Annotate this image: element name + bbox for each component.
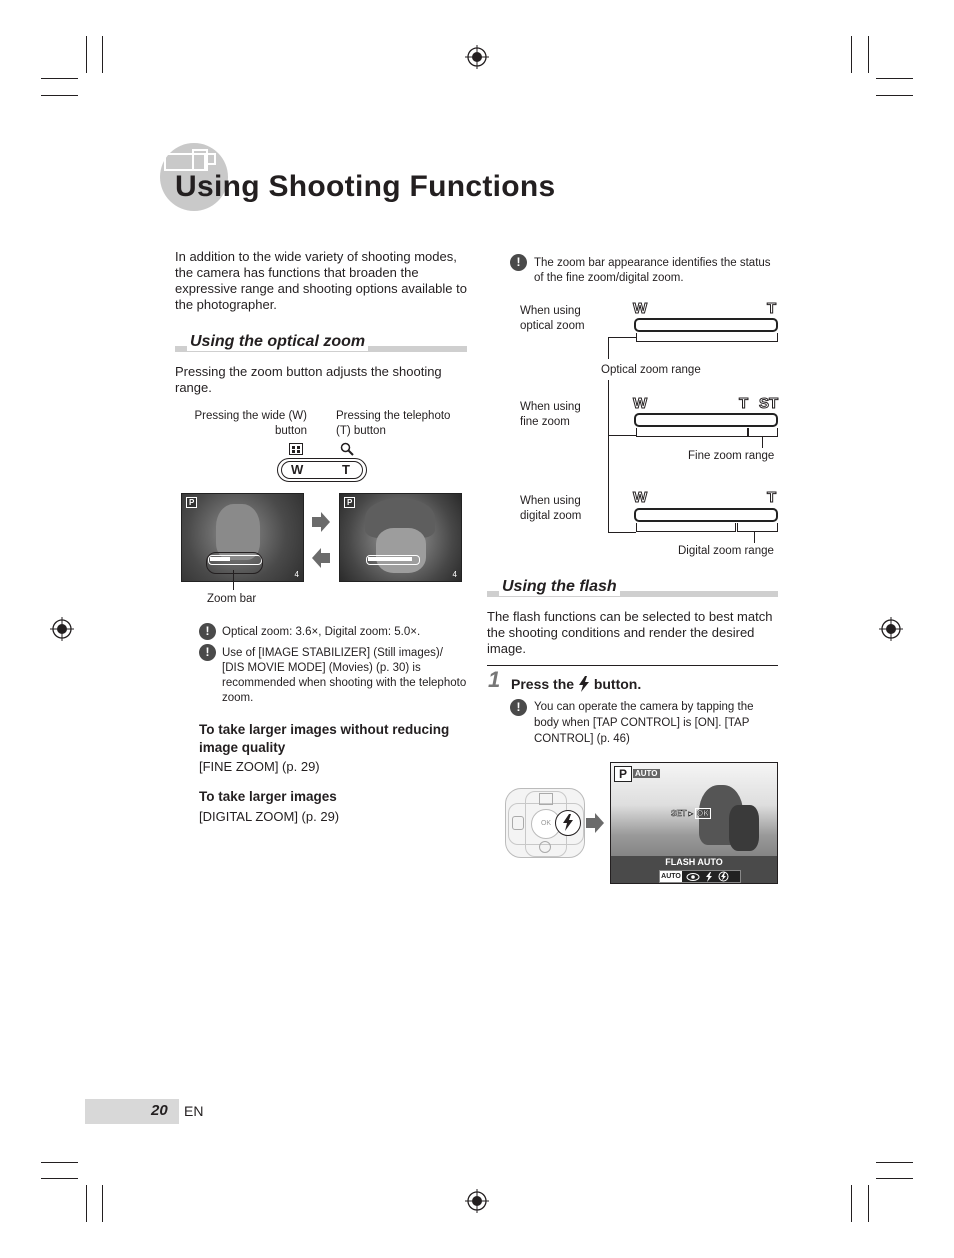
digital-zoom-case-label: When using digital zoom — [520, 495, 582, 522]
tele-button-caption: Pressing the telephoto (T) button — [336, 410, 451, 437]
step-prefix: Press the — [511, 676, 575, 692]
optical-zoom-desc: Pressing the zoom button adjusts the shooting range. — [175, 364, 442, 395]
shots-remaining: 4 — [452, 570, 457, 579]
page-number: 20 — [151, 1102, 168, 1119]
red-eye-icon[interactable] — [686, 873, 700, 881]
flash-icon — [562, 814, 574, 831]
optical-zoom-bar — [634, 318, 778, 332]
leader-line — [762, 436, 763, 448]
zoom-bar-leader-line — [233, 570, 234, 590]
wide-button-caption: Pressing the wide (W) button — [194, 410, 307, 437]
self-timer-icon[interactable] — [539, 841, 551, 853]
screen-ok-text: OK — [697, 809, 710, 818]
screen-flash-auto-label: FLASH AUTO — [665, 857, 723, 867]
leader-line — [608, 337, 636, 338]
shots-remaining: 4 — [294, 570, 299, 579]
digital-range-caption: Digital zoom range — [678, 545, 774, 557]
tip-larger-heading: To take larger images — [199, 789, 337, 804]
caution-icon: ! — [199, 644, 216, 661]
step-number: 1 — [488, 667, 501, 692]
screen-set-text: SET — [671, 809, 687, 818]
optical-range-caption: Optical zoom range — [601, 364, 701, 376]
zoom-w-label: W — [633, 489, 648, 506]
zoom-st-label: ST — [759, 395, 779, 412]
fine-range-bracket — [748, 428, 778, 437]
fill-flash-icon[interactable] — [705, 872, 713, 882]
optical-zoom-case-label: When using optical zoom — [520, 305, 585, 332]
caution-icon: ! — [510, 254, 527, 271]
zoom-t-label: T — [767, 300, 777, 317]
fine-zoom-case-label: When using fine zoom — [520, 401, 581, 428]
flash-button[interactable] — [555, 810, 581, 836]
section-heading-flash: Using the flash — [487, 581, 778, 601]
stabilizer-note: Use of [IMAGE STABILIZER] (Still images)/ [DIS MOVIE MODE] (Movies) (p. 30) is recommended when shooting with the telephoto zoom. — [222, 647, 467, 704]
shooting-mode-badge: P — [186, 497, 197, 508]
arrow-right-icon — [586, 813, 604, 833]
zoom-button-w: W — [291, 462, 304, 477]
arrow-right-icon — [312, 512, 330, 532]
zoom-w-label: W — [633, 395, 648, 412]
fine-zoom-reference: [FINE ZOOM] (p. 29) — [199, 759, 320, 774]
macro-icon[interactable] — [512, 816, 524, 830]
registration-mark-icon — [465, 1189, 489, 1213]
telephoto-shot-photo — [339, 493, 462, 582]
caution-icon: ! — [510, 699, 527, 716]
flash-desc: The flash functions can be selected to best match the shooting conditions and render the desired image. — [487, 609, 773, 656]
flash-auto-option[interactable]: AUTO — [661, 873, 681, 880]
shooting-mode-badge: P — [344, 497, 355, 508]
leader-line — [608, 380, 609, 533]
section-heading-optical-zoom: Using the optical zoom — [175, 336, 467, 356]
page-title: Using Shooting Functions — [175, 170, 556, 203]
caution-icon: ! — [199, 623, 216, 640]
screen-auto-badge: AUTO — [635, 769, 658, 778]
zoom-bar-highlight — [206, 552, 263, 574]
screen-set-ok-hint: SET ▸ OK — [671, 809, 710, 818]
exposure-icon[interactable] — [539, 793, 553, 805]
optical-zoom-note: Optical zoom: 3.6×, Digital zoom: 5.0×. — [222, 626, 421, 638]
optical-range-bracket — [636, 428, 748, 437]
registration-mark-icon — [879, 617, 903, 641]
leader-line — [608, 532, 636, 533]
zoom-bar-caption: Zoom bar — [207, 593, 257, 605]
zoom-button[interactable] — [277, 458, 367, 482]
step-suffix: button. — [593, 676, 642, 692]
screen-mode-badge: P — [614, 766, 632, 782]
optical-range-bracket — [636, 333, 778, 342]
flash-icon — [578, 676, 590, 692]
digital-zoom-bar — [634, 508, 778, 522]
telephoto-magnifier-icon — [340, 442, 354, 456]
flash-mode-options — [659, 870, 741, 883]
registration-mark-icon — [50, 617, 74, 641]
zoom-bar-note: The zoom bar appearance identifies the status of the fine zoom/digital zoom. — [534, 257, 771, 284]
zoom-t-label: T — [767, 489, 777, 506]
zoom-w-label: W — [633, 300, 648, 317]
arrow-left-icon — [312, 548, 330, 568]
fine-zoom-bar — [634, 413, 778, 427]
tip-larger-quality-heading: To take larger images without reducing image quality — [199, 722, 450, 755]
leader-line — [608, 337, 609, 359]
ok-button[interactable]: OK — [531, 809, 561, 839]
tap-control-note: You can operate the camera by tapping the body when [TAP CONTROL] is [ON]. [TAP CONTROL] (p. 46) — [534, 701, 754, 745]
zoom-t-label: T — [739, 395, 749, 412]
registration-mark-icon — [465, 45, 489, 69]
digital-zoom-reference: [DIGITAL ZOOM] (p. 29) — [199, 809, 340, 824]
zoom-button-t: T — [342, 462, 350, 477]
step-instruction — [511, 676, 641, 692]
intro-text: In addition to the wide variety of shooting modes, the camera has functions that broaden the expressive range and shooting options available to the photographer. — [175, 249, 467, 312]
flash-off-icon[interactable] — [718, 871, 729, 882]
leader-line — [754, 531, 755, 543]
fine-range-caption: Fine zoom range — [688, 450, 775, 462]
wide-angle-icon — [289, 443, 303, 455]
optical-range-bracket — [636, 523, 736, 532]
digital-range-bracket — [737, 523, 778, 532]
step-divider — [487, 665, 778, 666]
flash-screen — [610, 762, 778, 884]
leader-line — [608, 435, 636, 436]
language-code: EN — [184, 1103, 204, 1119]
